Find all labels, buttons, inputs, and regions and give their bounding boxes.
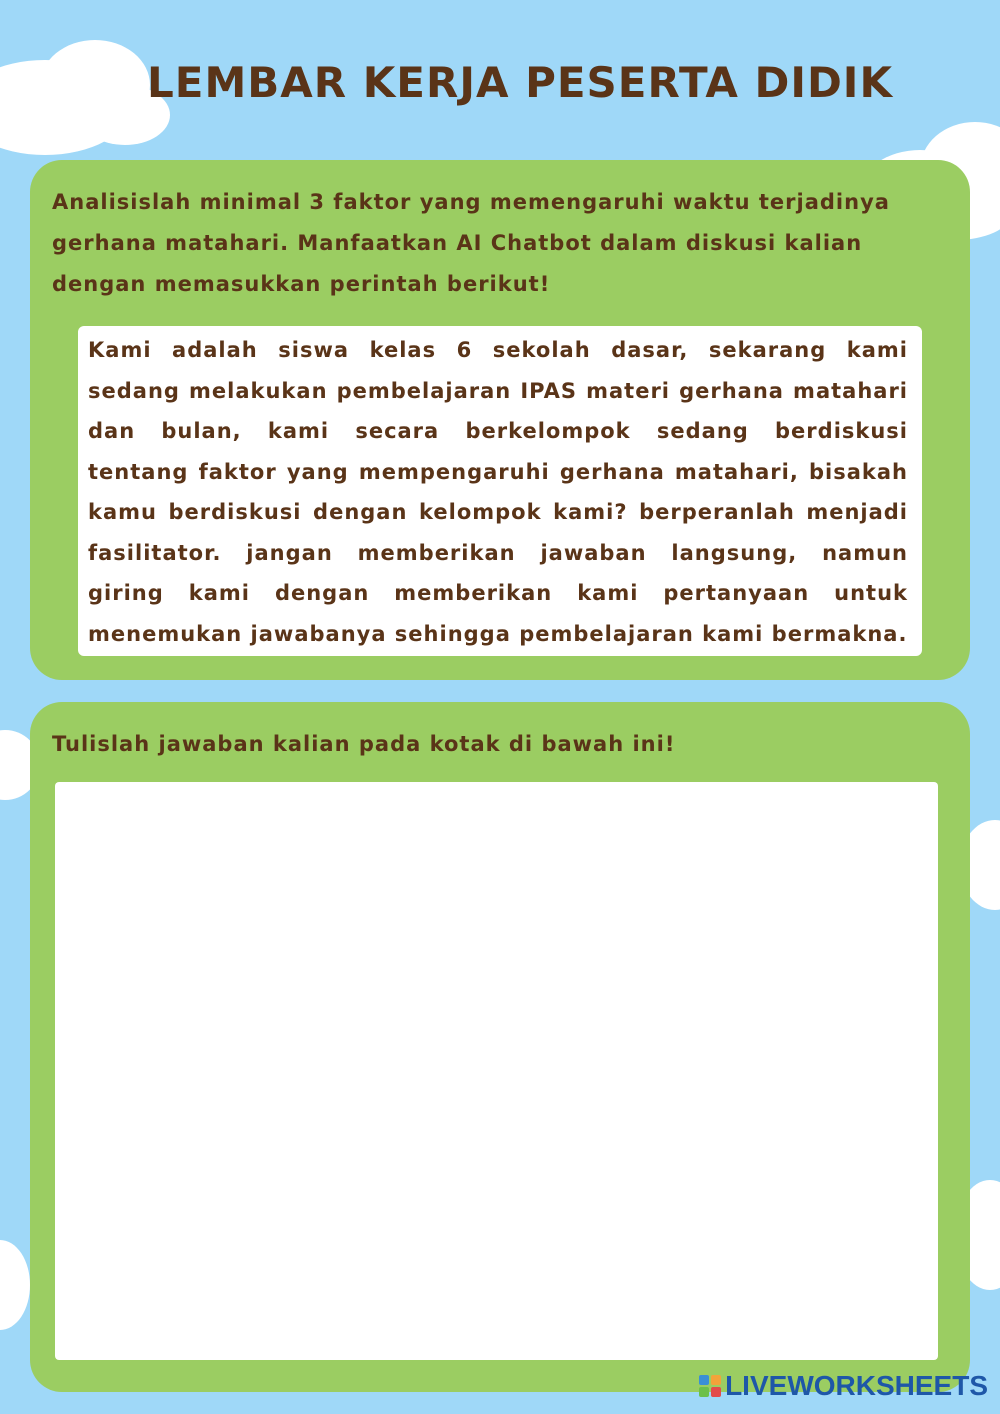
instruction-text: Analisislah minimal 3 faktor yang memengaruhi waktu terjadinya gerhana matahari. Manfaatkan AI Chatbot dalam diskusi kalian dengan memasukkan perintah berikut! — [52, 190, 890, 296]
ai-prompt-text: Kami adalah siswa kelas 6 sekolah dasar, sekarang kami sedang melakukan pembelajaran IPAS materi gerhana matahari dan bulan, kami secara berkelompok sedang berdiskusi tentang faktor yang mempengaruhi gerhana matahari, bisakah kamu berdiskusi dengan kelompok kami? berperanlah menjadi fasilitator. jangan memberikan jawaban langsung, namun giring kami dengan memberikan kami pertanyaan untuk menemukan jawabanya sehingga pembelajaran kami bermakna. — [88, 338, 908, 646]
answer-label: Tulislah jawaban kalian pada kotak di bawah ini! — [52, 732, 676, 756]
liveworksheets-logo-icon — [699, 1375, 721, 1397]
task-panel — [30, 160, 970, 680]
logo-text: LIVEWORKSHEETS — [725, 1370, 988, 1401]
answer-panel — [30, 702, 970, 1392]
answer-input[interactable] — [55, 782, 938, 1360]
page-title: LEMBAR KERJA PESERTA DIDIK — [147, 58, 893, 107]
cloud-decoration — [0, 1240, 30, 1330]
ai-prompt-box — [78, 326, 922, 656]
liveworksheets-logo — [699, 1370, 988, 1402]
